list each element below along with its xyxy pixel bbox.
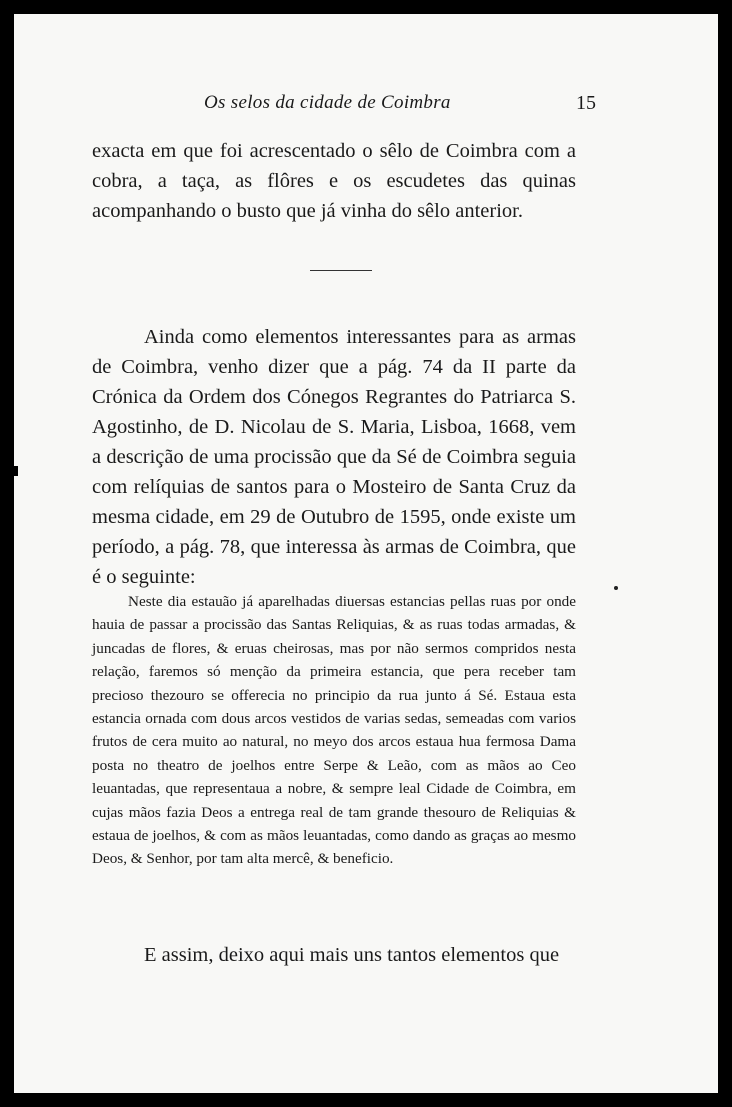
page-number: 15 xyxy=(576,92,596,114)
page-header xyxy=(204,92,596,122)
paragraph-elements: Ainda como elementos interessantes para as armas de Coimbra, venho dizer que a pág. 74 da II parte da Crónica da Ordem dos Cónegos Regrantes do Patriarca S. Agostinho, de D. Nicolau de S. Maria, Lisboa, 1668, vem a descrição de uma procissão que da Sé de Coimbra seguia com relíquias de santos para o Mosteiro de Santa Cruz da mesma cidade, em 29 de Outubro de 1595, onde existe um período, a pág. 78, que interessa às armas de Coimbra, que é o seguinte: xyxy=(92,326,576,588)
running-title: Os selos da cidade de Coimbra xyxy=(204,92,451,113)
paragraph-final: E assim, deixo aqui mais uns tantos elementos que xyxy=(144,944,560,966)
book-page xyxy=(14,14,718,1093)
scan-edge-mark xyxy=(4,466,18,476)
block-quotation: Neste dia estauão já aparelhadas diuersas estancias pellas ruas por onde hauia de passar a procissão das Santas Reliquias, & as ruas todas armadas, & juncadas de flores, & eruas cheirosas, mas por não sermos compridos nesta relação, faremos só menção da primeira estancia, que pera receber tam precioso thezouro se offerecia no principio da rua junto á Sé. Estaua esta estancia ornada com dous arcos vestidos de varias sedas, semeadas com varios frutos de cera muito ao natural, no meyo dos arcos estaua hua fermosa Dama posta no theatro de joelhos entre Serpe & Leão, com as mãos ao Ceo leuantadas, que representaua a nobre, & sempre leal Cidade de Coimbra, em cujas mãos fazia Deos a entrega real de tam grande thesouro de Reliquias & estaua de joelhos, & com as mãos leuantadas, como dando as graças ao mesmo Deos, & Senhor, por tam alta mercê, & beneficio. xyxy=(92,593,576,868)
margin-dot xyxy=(614,586,618,590)
section-divider xyxy=(310,270,372,271)
paragraph-continuation: exacta em que foi acrescentado o sêlo de Coimbra com a cobra, a taça, as flôres e os escudetes das quinas acompanhando o busto que já vinha do sêlo anterior. xyxy=(92,140,576,222)
